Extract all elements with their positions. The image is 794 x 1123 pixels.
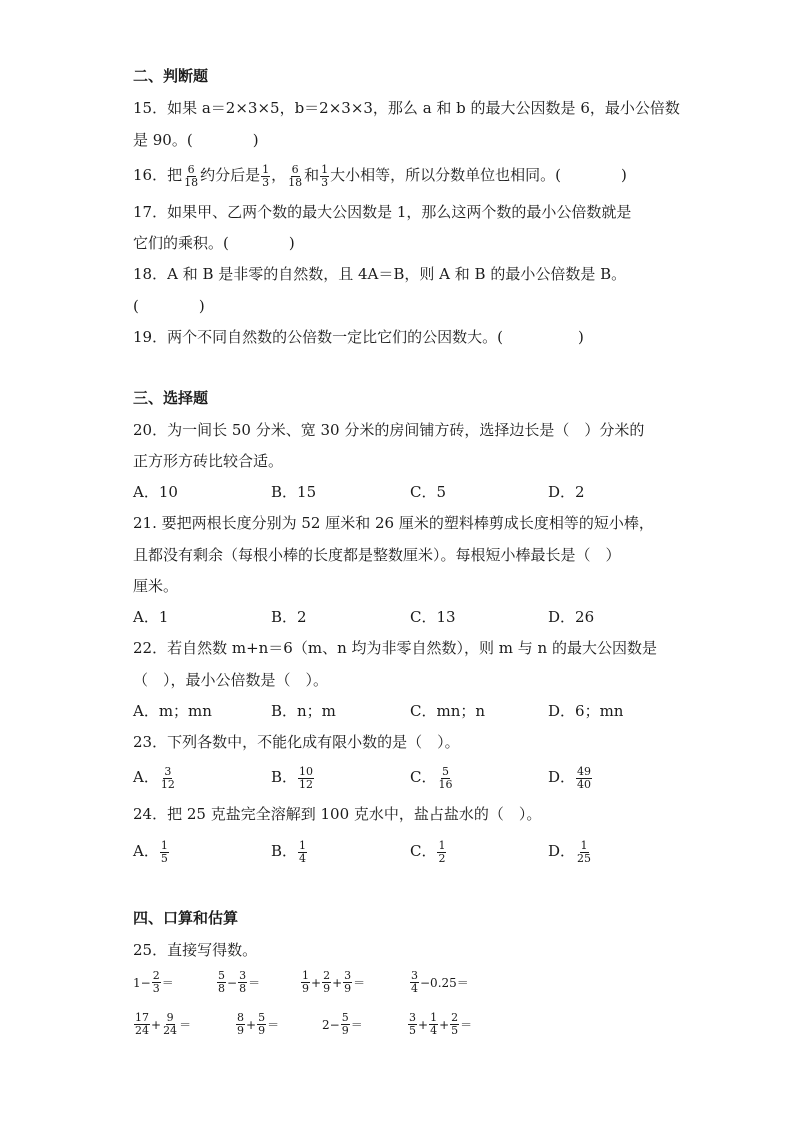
question-24: 24．把 25 克盐完全溶解到 100 克水中，盐占盐水的（ ）。 (133, 805, 542, 823)
fraction (341, 1012, 350, 1037)
denominator: 9 (302, 982, 309, 995)
section-heading-judgement: 二、判断题 (133, 67, 209, 85)
q16-text-c: ， (271, 166, 287, 184)
question-15-line1: 15．如果 a＝2×3×5，b＝2×3×3，那么 a 和 b 的最大公因数是 6，最小公倍数 (133, 99, 680, 117)
denominator: 18 (184, 175, 199, 189)
fraction (301, 970, 310, 995)
option-label: A． (133, 768, 159, 786)
numerator: 9 (166, 1011, 174, 1024)
option-21-d: D．26 (548, 608, 595, 626)
option-label: B． (271, 842, 298, 860)
question-18-line1: 18．A 和 B 是非零的自然数，且 4A＝B，则 A 和 B 的最小公倍数是 B。 (133, 265, 627, 283)
denominator: 40 (577, 777, 592, 791)
section-heading-mental-math: 四、口算和估算 (133, 909, 239, 927)
question-25: 25．直接写得数。 (133, 941, 258, 959)
fraction (450, 1012, 459, 1037)
calc-r1-c3 (300, 970, 365, 995)
numerator: 10 (299, 764, 314, 778)
option-24-d (548, 836, 593, 866)
numerator: 1 (430, 1011, 438, 1024)
option-label: C． (410, 842, 437, 860)
calc-symbol: + (311, 975, 322, 990)
question-22-line2: （ ），最小公倍数是（ ）。 (133, 671, 329, 689)
fraction (343, 970, 352, 995)
numerator: 5 (441, 764, 449, 778)
option-23-c (410, 762, 454, 792)
denominator: 12 (299, 777, 314, 791)
numerator: 3 (409, 1011, 416, 1024)
option-23-b (271, 762, 315, 792)
question-16 (133, 160, 627, 190)
numerator: 5 (258, 1011, 266, 1024)
numerator: 17 (135, 1011, 149, 1024)
calc-r1-c4 (409, 970, 469, 995)
calc-r1-c1 (133, 970, 174, 995)
numerator: 3 (344, 969, 352, 982)
question-15-line2: 是 90。( ) (133, 131, 259, 149)
denominator: 24 (163, 1024, 178, 1037)
option-21-a: A．1 (133, 608, 169, 626)
option-23-a (133, 762, 177, 792)
fraction (152, 970, 161, 995)
calc-r2-c1 (133, 1012, 191, 1037)
calc-symbol: ＝ (179, 1017, 192, 1032)
q16-text-d: 和 (304, 166, 320, 184)
calc-symbol: −0.25＝ (420, 975, 469, 990)
numerator: 3 (411, 969, 418, 982)
question-21-line1: 21. 要把两根长度分别为 52 厘米和 26 厘米的塑料棒剪成长度相等的短小棒， (133, 514, 654, 532)
fraction (238, 970, 247, 995)
denominator: 9 (323, 982, 331, 995)
denominator: 4 (411, 982, 418, 995)
option-label: A． (133, 842, 159, 860)
numerator: 1 (160, 838, 168, 852)
fraction (298, 840, 307, 865)
fraction (162, 1012, 178, 1037)
calc-symbol: ＝ (350, 1017, 363, 1032)
fraction (160, 766, 176, 791)
denominator: 5 (160, 851, 168, 865)
numerator: 1 (321, 162, 329, 176)
numerator: 2 (152, 969, 160, 982)
calc-symbol: + (151, 1017, 162, 1032)
fraction-6-18 (183, 164, 199, 189)
option-20-a: A．10 (133, 483, 178, 501)
fraction (437, 840, 446, 865)
denominator: 4 (299, 851, 307, 865)
fraction (576, 766, 592, 791)
option-22-d: D．6；mn (548, 702, 624, 720)
question-21-line3: 厘米。 (133, 577, 179, 595)
denominator: 5 (451, 1024, 459, 1037)
denominator: 9 (237, 1024, 244, 1037)
numerator: 1 (299, 838, 307, 852)
denominator: 8 (218, 982, 225, 995)
question-19: 19．两个不同自然数的公倍数一定比它们的公因数大。( ) (133, 328, 584, 346)
denominator: 9 (258, 1024, 266, 1037)
question-18-line2: ( ) (133, 297, 205, 315)
calc-r2-c3 (322, 1012, 363, 1037)
denominator: 25 (577, 851, 592, 865)
question-17-line2: 它们的乘积。( ) (133, 234, 295, 252)
calc-symbol: ＝ (267, 1017, 280, 1032)
option-24-c (410, 836, 447, 866)
calc-symbol: ＝ (248, 975, 261, 990)
fraction (429, 1012, 438, 1037)
option-22-a: A．m；mn (133, 702, 212, 720)
denominator: 8 (239, 982, 247, 995)
option-20-d: D．2 (548, 483, 585, 501)
calc-symbol: ＝ (161, 975, 174, 990)
calc-r2-c4 (407, 1012, 472, 1037)
denominator: 5 (409, 1024, 416, 1037)
numerator: 3 (239, 969, 247, 982)
calc-r1-c2 (216, 970, 260, 995)
denominator: 2 (438, 851, 446, 865)
numerator: 2 (323, 969, 331, 982)
denominator: 12 (160, 777, 175, 791)
fraction (410, 970, 419, 995)
calc-symbol: + (246, 1017, 257, 1032)
fraction-6-18 (287, 164, 303, 189)
option-20-b: B．15 (271, 483, 317, 501)
calc-r2-c2 (235, 1012, 279, 1037)
option-23-d (548, 762, 593, 792)
option-label: C． (410, 768, 437, 786)
numerator: 2 (451, 1011, 459, 1024)
denominator: 18 (288, 175, 303, 189)
numerator: 1 (580, 838, 588, 852)
denominator: 9 (341, 1024, 349, 1037)
numerator: 1 (302, 969, 309, 982)
denominator: 3 (262, 175, 270, 189)
fraction (134, 1012, 150, 1037)
numerator: 49 (577, 764, 592, 778)
question-22-line1: 22．若自然数 m+n＝6（m、n 均为非零自然数），则 m 与 n 的最大公因数是 (133, 639, 657, 657)
fraction (298, 766, 314, 791)
q16-text-a: 16．把 (133, 166, 183, 184)
numerator: 1 (438, 838, 446, 852)
option-21-b: B．2 (271, 608, 307, 626)
numerator: 1 (262, 162, 270, 176)
numerator: 8 (237, 1011, 244, 1024)
option-21-c: C．13 (410, 608, 456, 626)
q16-text-e: 大小相等，所以分数单位也相同。( ) (330, 166, 627, 184)
calc-symbol: 2− (322, 1017, 340, 1032)
option-20-c: C．5 (410, 483, 447, 501)
numerator: 6 (291, 162, 299, 176)
section-heading-choice: 三、选择题 (133, 389, 209, 407)
fraction (217, 970, 226, 995)
fraction (437, 766, 453, 791)
question-23: 23．下列各数中，不能化成有限小数的是（ ）。 (133, 733, 460, 751)
question-20-line2: 正方形方砖比较合适。 (133, 452, 284, 470)
option-22-c: C．mn；n (410, 702, 486, 720)
fraction (160, 840, 169, 865)
fraction (236, 1012, 245, 1037)
fraction (257, 1012, 266, 1037)
option-label: B． (271, 768, 298, 786)
denominator: 4 (430, 1024, 438, 1037)
denominator: 3 (321, 175, 329, 189)
fraction-1-3 (261, 164, 270, 189)
calc-symbol: + (332, 975, 343, 990)
calc-symbol: + (418, 1017, 429, 1032)
question-17-line1: 17．如果甲、乙两个数的最大公因数是 1，那么这两个数的最小公倍数就是 (133, 203, 632, 221)
calc-symbol: 1− (133, 975, 151, 990)
numerator: 5 (341, 1011, 349, 1024)
question-21-line2: 且都没有剩余（每根小棒的长度都是整数厘米）。每根短小棒最长是（ ） (133, 546, 621, 564)
calc-symbol: ＝ (353, 975, 366, 990)
fraction (576, 840, 592, 865)
option-22-b: B．n；m (271, 702, 336, 720)
option-24-b (271, 836, 308, 866)
calc-symbol: − (227, 975, 238, 990)
denominator: 16 (438, 777, 453, 791)
numerator: 5 (218, 969, 225, 982)
question-20-line1: 20．为一间长 50 分米、宽 30 分米的房间铺方砖，选择边长是（ ）分米的 (133, 421, 645, 439)
numerator: 6 (187, 162, 195, 176)
denominator: 3 (152, 982, 160, 995)
fraction-1-3 (320, 164, 329, 189)
denominator: 24 (135, 1024, 149, 1037)
numerator: 3 (164, 764, 172, 778)
q16-text-b: 约分后是 (200, 166, 261, 184)
option-label: D． (548, 842, 576, 860)
calc-symbol: ＝ (460, 1017, 473, 1032)
fraction (408, 1012, 417, 1037)
fraction (322, 970, 331, 995)
option-24-a (133, 836, 170, 866)
calc-symbol: + (439, 1017, 450, 1032)
option-label: D． (548, 768, 576, 786)
denominator: 9 (344, 982, 352, 995)
